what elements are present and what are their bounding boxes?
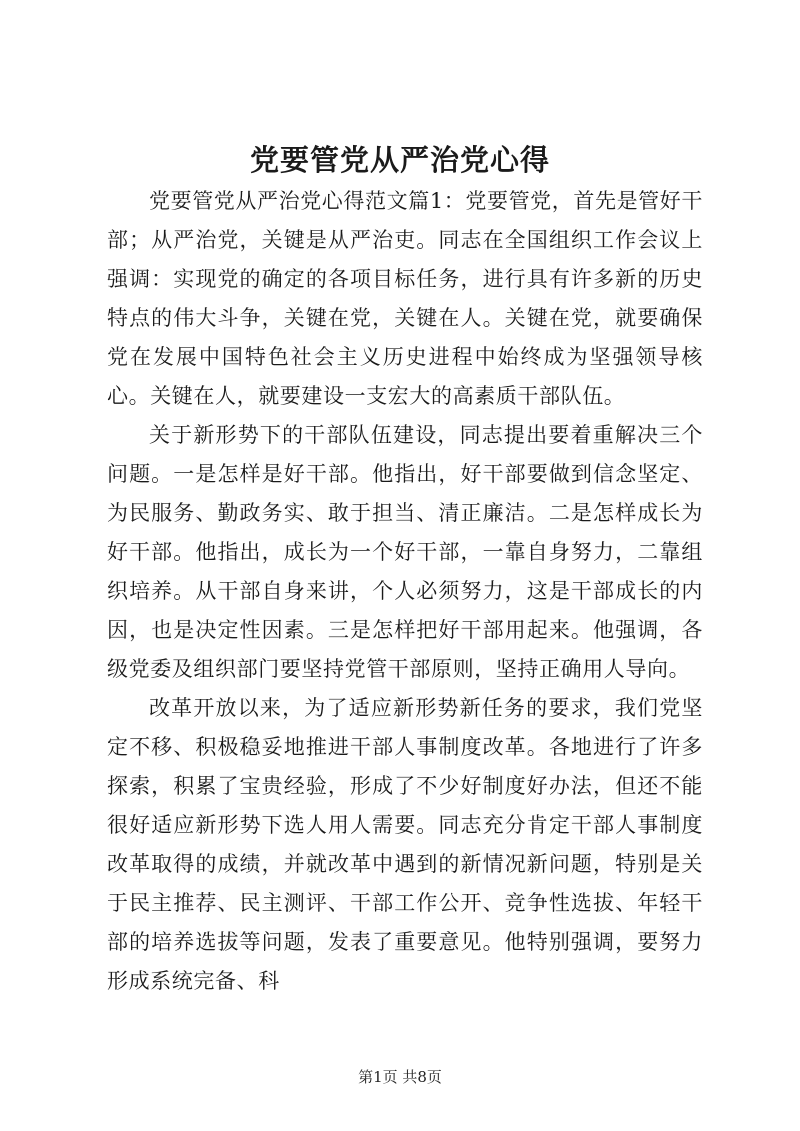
- document-body: [107, 182, 703, 1001]
- paragraph-1: 党要管党从严治党心得范文篇1：党要管党，首先是管好干部；从严治党，关键是从严治吏。同志在全国组织工作会议上强调：实现党的确定的各项目标任务，进行具有许多新的历史特点的伟大斗争，关键在党，关键在人。关键在党，就要确保党在发展中国特色社会主义历史进程中始终成为坚强领导核心。关键在人，就要建设一支宏大的高素质干部队伍。: [107, 189, 703, 408]
- paragraph-2: 关于新形势下的干部队伍建设，同志提出要着重解决三个问题。一是怎样是好干部。他指出，好干部要做到信念坚定、为民服务、勤政务实、敢于担当、清正廉洁。二是怎样成长为好干部。他指出，成长为一个好干部，一靠自身努力，二靠组织培养。从干部自身来讲，个人必须努力，这是干部成长的内因，也是决定性因素。三是怎样把好干部用起来。他强调，各级党委及组织部门要坚持党管干部原则，坚持正确用人导向。: [107, 423, 703, 681]
- page-number-footer: 第1页 共8页: [358, 1068, 442, 1086]
- document-title: 党要管党从严治党心得: [249, 143, 550, 177]
- paragraph-3: 改革开放以来，为了适应新形势新任务的要求，我们党坚定不移、积极稳妥地推进干部人事制度改革。各地进行了许多探索，积累了宝贵经验，形成了不少好制度好办法，但还不能很好适应新形势下选人用人需要。同志充分肯定干部人事制度改革取得的成绩，并就改革中遇到的新情况新问题，特别是关于民主推荐、民主测评、干部工作公开、竞争性选拔、年轻干部的培养选拔等问题，发表了重要意见。他特别强调，要努力形成系统完备、科: [107, 696, 703, 993]
